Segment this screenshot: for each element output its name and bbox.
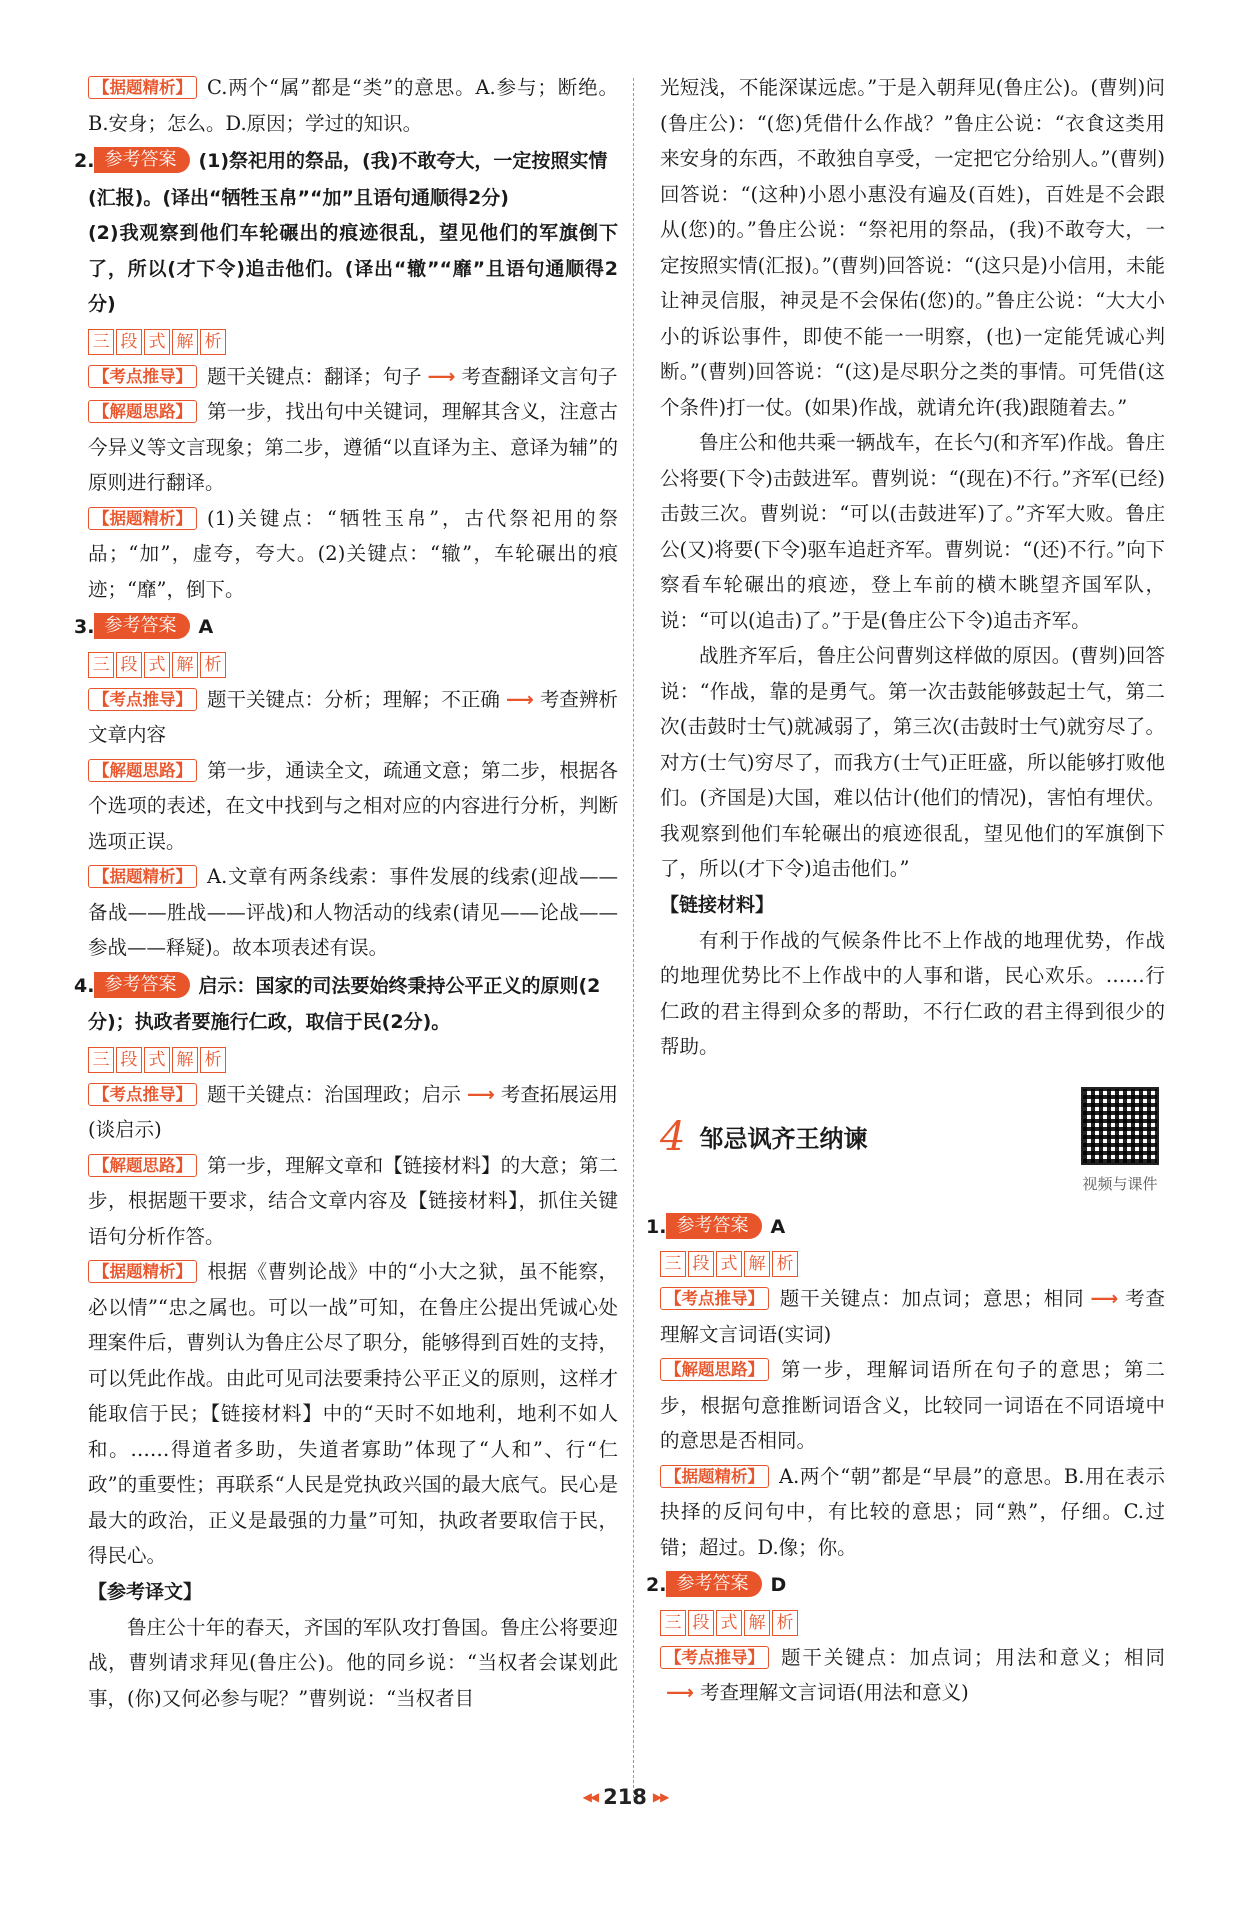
q2-analysis: 【 据题精析 】 (1)关键点：“牺牲玉帛”，古代祭祀用的祭品；“加”，虚夸，夸大。(2)关键点：“辙”，车轮碾出的痕迹；“靡”，倒下。 [88, 501, 618, 608]
arrow-right-icon: ⟶ [505, 687, 534, 711]
q3-analysis: 【 据题精析 】 A.文章有两条线索：事件发展的线索(迎战——备战——胜战——评战)和人物活动的线索(请见——论战——参战——释疑)。故本项表述有误。 [88, 859, 618, 966]
analysis-label: 【 据题精析 】 [88, 76, 197, 99]
r-q1-idea: 【 解题思路 】 第一步，理解词语所在句子的意思；第二步，根据句意推断词语含义，比较同一词语在不同语境中的意思是否相同。 [660, 1352, 1165, 1459]
section-number: 4 [660, 1113, 686, 1160]
q2-idea: 【 解题思路 】 第一步，找出句中关键词，理解其含义，注意古今异义等文言现象；第二步，遵循“以直译为主、意译为辅”的原则进行翻译。 [88, 394, 618, 501]
translation-heading: 【参考译文】 [88, 1580, 203, 1603]
qr-caption: 视频与课件 [1082, 1174, 1158, 1193]
section-header [660, 1087, 1165, 1207]
q4-idea: 【 解题思路 】 第一步，理解文章和【链接材料】的大意；第二步，根据题干要求，结合文章内容及【链接材料】，抓住关键语句分析作答。 [88, 1148, 618, 1255]
three-step-badge: 三 段 式 解 析 [660, 1610, 1165, 1636]
right-column [646, 70, 1165, 1711]
q3-idea: 【 解题思路 】 第一步，通读全文，疏通文意；第二步，根据各个选项的表述，在文中找到与之相对应的内容进行分析，判断选项正误。 [88, 753, 618, 860]
chevron-right-icon: ▶▶ [652, 1790, 668, 1804]
left-column [74, 70, 618, 1716]
q2-answer-2: (2)我观察到他们车轮碾出的痕迹很乱，望见他们的军旗倒下了，所以(才下令)追击他们。(译出“辙”“靡”且语句通顺得2分) [88, 222, 618, 315]
link-material-heading: 【链接材料】 [660, 893, 775, 916]
three-step-badge: 三 段 式 解 析 [88, 652, 618, 678]
q2-answer: 2. 参考答案 (1)祭祀用的祭品，(我)不敢夸大，一定按照实情(汇报)。(译出“牺牲玉帛”“加”且语句通顺得2分) [74, 149, 608, 209]
three-step-badge: 三 段 式 解 析 [88, 1047, 618, 1073]
translation-paragraph: 战胜齐军后，鲁庄公问曹刿这样做的原因。(曹刿)回答说：“作战，靠的是勇气。第一次击鼓能够鼓起士气，第二次(击鼓时士气)就减弱了，第三次(击鼓时士气)就穷尽了。对方(士气)穷尽了，而我方(士气)正旺盛，所以能够打败他们。(齐国是)大国，难以估计(他们的情况)，害怕有埋伏。我观察到他们车轮碾出的痕迹很乱，望见他们的军旗倒下了，所以(才下令)追击他们。” [660, 644, 1165, 880]
answer-label: 参考答案 [94, 147, 190, 173]
page-number: 218 [603, 1785, 647, 1809]
section-title: 邹忌讽齐王纳谏 [699, 1125, 868, 1153]
three-step-badge: 三 段 式 解 析 [660, 1251, 1165, 1277]
arrow-right-icon: ⟶ [1090, 1287, 1119, 1310]
qr-code-icon [1081, 1087, 1159, 1165]
page-footer [0, 1785, 1250, 1809]
q4-analysis: 【 据题精析 】 根据《曹刿论战》中的“小大之狱，虽不能察，必以情”“忠之属也。可以一战”可知，在鲁庄公提出凭诚心处理案件后，曹刿认为鲁庄公尽了职分，能够得到百姓的支持，可以凭此作战。由此可见司法要秉持公平正义的原则，这样才能取信于民；【链接材料】中的“天时不如地利，地利不如人和。……得道者多助，失道者寡助”体现了“人和”、行“仁政”的重要性；再联系“人民是党执政兴国的最大底气。民心是最大的政治，正义是最强的力量”可知，执政者要取信于民，得民心。 [88, 1254, 618, 1574]
three-step-badge: 三 段 式 解 析 [88, 329, 618, 355]
r-q1-point: 【 考点推导 】 题干关键点：加点词；意思；相同 ⟶ 考查理解文言词语(实词) [660, 1281, 1165, 1352]
r-q1-answer: 1. 参考答案 A [646, 1214, 786, 1238]
arrow-right-icon: ⟶ [466, 1082, 495, 1106]
q4-point: 【 考点推导 】 题干关键点：治国理政；启示 ⟶ 考查拓展运用(谈启示) [88, 1077, 618, 1148]
r-q2-answer: 2. 参考答案 D [646, 1573, 787, 1596]
column-divider [633, 78, 634, 1798]
q2-point: 【 考点推导 】 题干关键点：翻译；句子 ⟶ 考查翻译文言句子 [88, 359, 618, 395]
translation-paragraph: 光短浅，不能深谋远虑。”于是入朝拜见(鲁庄公)。(曹刿)问(鲁庄公)：“(您)凭借什么作战？”鲁庄公说：“衣食这类用来安身的东西，不敢独自享受，一定把它分给别人。”(曹刿)回答说：“(这种)小恩小惠没有遍及(百姓)，百姓是不会跟从(您)的。”鲁庄公说：“祭祀用的祭品，(我)不敢夸大，一定按照实情(汇报)。”(曹刿)回答说：“(这只是)小信用，未能让神灵信服，神灵是不会保佑(您)的。”鲁庄公说：“大大小小的诉讼事件，即使不能一一明察，(也)一定能凭诚心判断。”(曹刿)回答说：“(这)是尽职分之类的事情。可凭借(这个条件)打一仗。(如果)作战，就请允许(我)跟随着去。” [660, 76, 1165, 419]
translation-paragraph: 鲁庄公和他共乘一辆战车，在长勺(和齐军)作战。鲁庄公将要(下令)击鼓进军。曹刿说：“(现在)不行。”齐军(已经)击鼓三次。曹刿说：“可以(击鼓进军)了。”齐军大败。鲁庄公(又)将要(下令)驱车追赶齐军。曹刿说：“(还)不行。”向下察看车轮碾出的痕迹，登上车前的横木眺望齐国军队，说：“可以(追击)了。”于是(鲁庄公下令)追击齐军。 [660, 431, 1165, 632]
link-material-text: 有利于作战的气候条件比不上作战的地理优势，作战的地理优势比不上作战中的人事和谐，民心欢乐。……行仁政的君主得到众多的帮助，不行仁政的君主得到很少的帮助。 [660, 928, 1165, 1058]
r-q1-analysis: 【 据题精析 】 A.两个“朝”都是“早晨”的意思。B.用在表示抉择的反问句中，有比较的意思；同“熟”，仔细。C.过错；超过。D.像；你。 [660, 1459, 1165, 1566]
arrow-right-icon: ⟶ [666, 1681, 694, 1704]
q3-answer: 3. 参考答案 A [74, 615, 214, 638]
r-q2-point: 【 考点推导 】 题干关键点：加点词；用法和意义；相同⟶ 考查理解文言词语(用法和意义) [660, 1640, 1165, 1711]
q4-answer: 4. 参考答案 启示：国家的司法要始终秉持公平正义的原则(2分)；执政者要施行仁政，取信于民(2分)。 [74, 973, 601, 1033]
q3-point: 【 考点推导 】 题干关键点：分析；理解；不正确 ⟶ 考查辨析文章内容 [88, 682, 618, 753]
chevron-left-icon: ◀◀ [582, 1790, 598, 1804]
translation-paragraph: 鲁庄公十年的春天，齐国的军队攻打鲁国。鲁庄公将要迎战，曹刿请求拜见(鲁庄公)。他的同乡说：“当权者会谋划此事，(你)又何必参与呢？”曹刿说：“当权者目 [88, 1615, 618, 1710]
arrow-right-icon: ⟶ [427, 364, 456, 388]
q1-analysis: 【 据题精析 】 C.两个“属”都是“类”的意思。A.参与；断绝。B.安身；怎么。D.原因；学过的知识。 [88, 70, 618, 141]
qr-code[interactable] [1075, 1087, 1165, 1194]
